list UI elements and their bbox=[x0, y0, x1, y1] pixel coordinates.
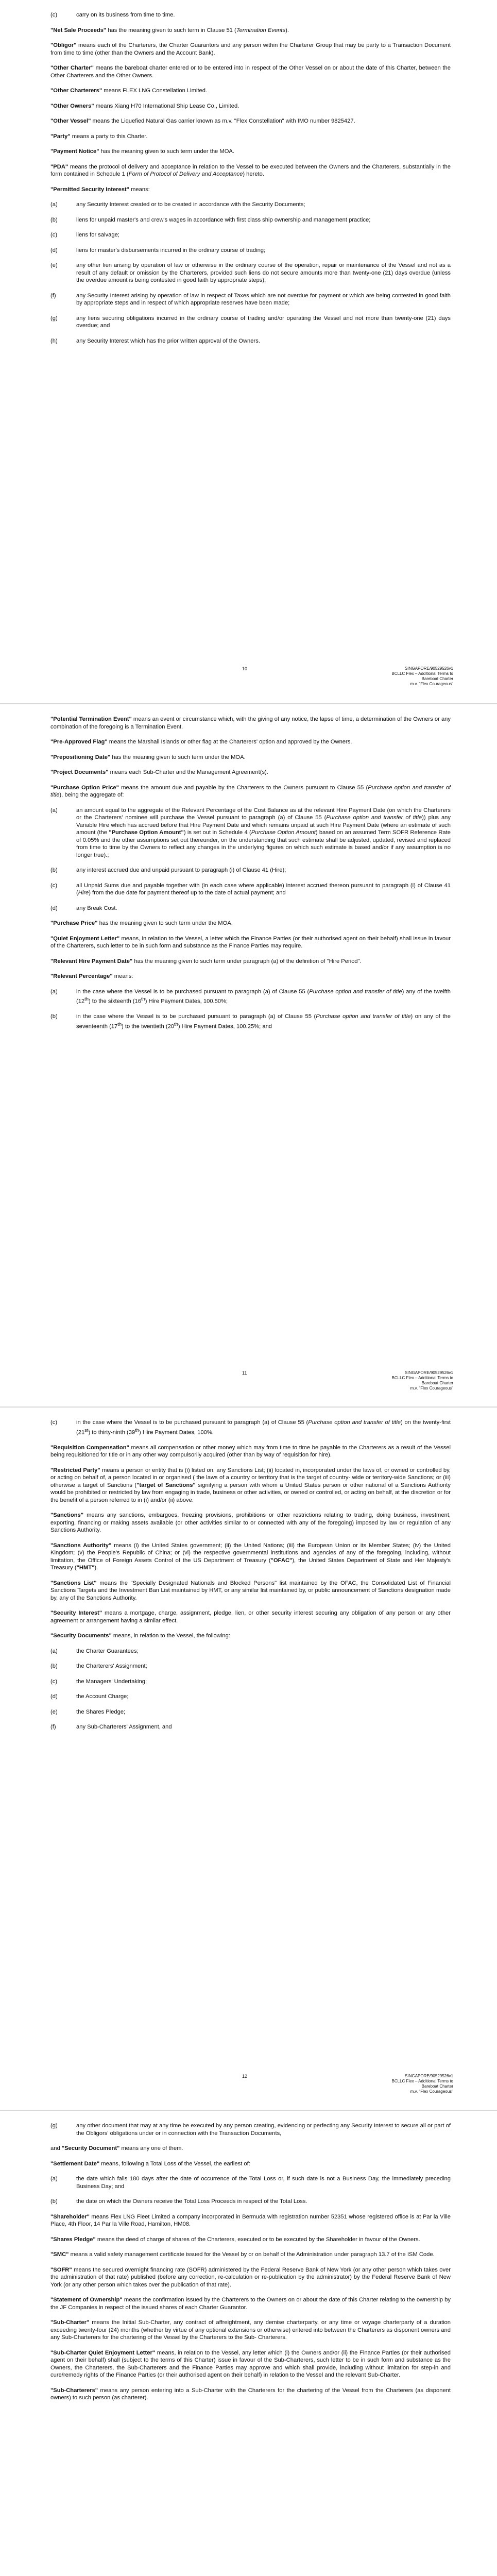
list-item-text: any other document that may at any time be executed by any person creating, evidencing or perfecting any Security Interest to secure all or part of the Obligors' obligations under or in connection with the Transaction Documents, bbox=[76, 2123, 451, 2137]
definition-paragraph: "Security Interest" means a mortgage, charge, assignment, pledge, lien, or other security interest securing any obligation of any person or any other agreement or arrangement having a similar effect. bbox=[50, 1610, 451, 1624]
list-item bbox=[50, 11, 451, 19]
list-item bbox=[50, 201, 451, 209]
list-item bbox=[50, 1693, 451, 1701]
list-item bbox=[50, 1013, 451, 1030]
page-13-content bbox=[50, 2122, 451, 2410]
doc-ref-number: SINGAPORE/90529526v1 bbox=[405, 666, 453, 671]
list-item-text: in the case where the Vessel is to be purchased pursuant to paragraph (a) of Clause 55 (Purchase option and transfer of title) on any of the seventeenth (17th) to the twentieth (20th) Hire Payment Dates, 100.25%; and bbox=[76, 1013, 451, 1030]
list-item bbox=[50, 292, 451, 307]
definition-paragraph: "Shareholder" means Flex LNG Fleet Limited a company incorporated in Bermuda with registration number 52351 whose registered office is at Par la Ville Place, 4th Floor, 14 Par la Ville Road, Hamilton, HM08. bbox=[50, 2213, 451, 2227]
page-12 bbox=[0, 1408, 497, 2110]
doc-ref-number: SINGAPORE/90529526v1 bbox=[405, 2074, 453, 2078]
list-item-text: carry on its business from time to time. bbox=[76, 12, 175, 18]
definition-paragraph: "Statement of Ownership" means the confirmation issued by the Charterers to the Owners on or about the date of this Charter relating to the ownership by the JF Companies in respect of the issued shares of each Charter Guarantor. bbox=[50, 2297, 451, 2311]
list-item-label: (c) bbox=[50, 882, 58, 889]
definition-paragraph: "Sanctions Authority" means (i) the United States government; (ii) the United Nations; (iii) the European Union or its Member States; (iv) the United Kingdom; (v) the People's Republic of China; or (vi) the respective governmental institutions and agencies of any of the foregoing, including, without limitation, the Office of Foreign Assets Control of the US Department of Treasury ("OFAC"), the United States Department of State and Her Majesty's Treasury ("HMT"). bbox=[50, 1542, 451, 1571]
list-item-label: (b) bbox=[50, 1013, 58, 1020]
list-item-text: any Break Cost. bbox=[76, 905, 117, 911]
definition-paragraph: "Potential Termination Event" means an event or circumstance which, with the giving of any notice, the lapse of time, a determination of the Owners or any combination of the foregoing is a Termination Event. bbox=[50, 716, 451, 730]
list-item-text: liens for master's disbursements incurred in the ordinary course of trading; bbox=[76, 247, 266, 253]
list-item-label: (c) bbox=[50, 232, 58, 238]
list-item-text: the Charter Guarantees; bbox=[76, 1648, 139, 1654]
list-item-text: the Account Charge; bbox=[76, 1693, 129, 1700]
page-12-content bbox=[50, 1419, 451, 1739]
definition-paragraph: "Sub-Charterers" means any person entering into a Sub-Charter with the Charterers for the chartering of the Vessel from the Charterers (as disponent owners) to such person (as charterer). bbox=[50, 2387, 451, 2401]
definition-paragraph: "Project Documents" means each Sub-Charter and the Management Agreement(s). bbox=[50, 769, 268, 775]
document-reference bbox=[391, 1370, 453, 1391]
definition-paragraph: "Party" means a party to this Charter. bbox=[50, 133, 148, 140]
document-reference bbox=[391, 2074, 453, 2094]
definition-paragraph: and "Security Document" means any one of them. bbox=[50, 2145, 183, 2151]
list-item-label: (c) bbox=[50, 1678, 58, 1685]
doc-ref-title: BCLLC Flex – Additional Terms to Bareboat Charter bbox=[391, 671, 453, 681]
definition-paragraph: "Purchase Option Price" means the amount due and payable by the Charterers to the Owners pursuant to Clause 55 (Purchase option and transfer of title), being the aggregate of: bbox=[50, 784, 451, 798]
list-item-text: an amount equal to the aggregate of the Relevant Percentage of the Cost Balance as at the relevant Hire Payment Date (on which the Charterers or the Charterers' nominee will purchase the Vessel pursuant to paragraph (a) of Clause 55 (Purchase option and transfer of title)) plus any Variable Hire which has accrued before that Hire Payment Date and which remains unpaid at such Hire Payment Date (where an estimate of such amount (the "Purchase Option Amount") is set out in Schedule 4 (Purchase Option Amount) based on an assumed Term SOFR Reference Rate of 0.05% and the other assumptions set out thereunder, on the understanding that such estimate shall be adjusted, updated, revised and replaced from time to time by the Owners to reflect any changes in the underlying figures on which such estimate is based and/or if any assumption is no longer true).; bbox=[76, 807, 451, 858]
list-item-label: (g) bbox=[50, 2123, 58, 2129]
list-item-label: (b) bbox=[50, 2198, 58, 2205]
page-10 bbox=[0, 0, 497, 703]
list-item-label: (d) bbox=[50, 247, 58, 253]
list-item-text: the date on which the Owners receive the Total Loss Proceeds in respect of the Total Loss. bbox=[76, 2198, 307, 2205]
list-item bbox=[50, 1663, 451, 1670]
list-item-text: any Security Interest arising by operation of law in respect of Taxes which are not overdue for payment or which are being contested in good faith by appropriate steps and in respect of which appropriate reserves have been made; bbox=[76, 292, 451, 306]
definition-paragraph: "Payment Notice" has the meaning given to such term under the MOA. bbox=[50, 148, 234, 155]
list-item-label: (g) bbox=[50, 315, 58, 321]
definition-paragraph: "Pre-Approved Flag" means the Marshall Islands or other flag at the Charterers' option and approved by the Owners. bbox=[50, 739, 352, 745]
definition-paragraph: "Relevant Hire Payment Date" has the meaning given to such term under paragraph (a) of the definition of "Hire Period". bbox=[50, 958, 362, 964]
definition-paragraph: "Settlement Date" means, following a Total Loss of the Vessel, the earliest of: bbox=[50, 2160, 250, 2167]
list-item-text: the Managers' Undertaking; bbox=[76, 1678, 147, 1685]
list-item-label: (a) bbox=[50, 988, 58, 995]
list-item-label: (b) bbox=[50, 1663, 58, 1670]
list-item-label: (h) bbox=[50, 337, 58, 344]
list-item-text: all Unpaid Sums due and payable together with (in each case where applicable) interest accrued thereon pursuant to paragraph (i) of Clause 41 (Hire) from the due date for payment thereof up to the date of actual payment; and bbox=[76, 882, 451, 896]
list-item-text: liens for salvage; bbox=[76, 232, 119, 238]
definition-paragraph: "Requisition Compensation" means all compensation or other money which may from time to time be payable to the Charterers as a result of the Vessel being requisitioned for title or in any other way compulsorily acquired (other than by way of requisition for hire). bbox=[50, 1444, 451, 1459]
list-item bbox=[50, 905, 451, 912]
list-item-label: (a) bbox=[50, 2176, 58, 2182]
page-11 bbox=[0, 704, 497, 1406]
list-item bbox=[50, 337, 451, 345]
list-item-label: (a) bbox=[50, 201, 58, 208]
definition-paragraph: "PDA" means the protocol of delivery and acceptance in relation to the Vessel to be executed between the Owners and the Charterers, substantially in the form contained in Schedule 1 (Form of Protocol of Delivery and Acceptance) hereto. bbox=[50, 163, 451, 177]
list-item bbox=[50, 1419, 451, 1436]
list-item-text: in the case where the Vessel is to be purchased pursuant to paragraph (a) of Clause 55 (Purchase option and transfer of title) any of the twelfth (12th) to the sixteenth (16th) Hire Payment Dates, 100.50%; bbox=[76, 988, 451, 1005]
doc-ref-number: SINGAPORE/90529526v1 bbox=[405, 1370, 453, 1375]
page-11-content bbox=[50, 716, 451, 1038]
definition-paragraph: "SMC" means a valid safety management certificate issued for the Vessel by or on behalf of the Administration under paragraph 13.7 of the ISM Code. bbox=[50, 2251, 435, 2258]
definition-paragraph: "Other Vessel" means the Liquefied Natural Gas carrier known as m.v. "Flex Constellation" with IMO number 9825427. bbox=[50, 118, 355, 124]
list-item-label: (a) bbox=[50, 807, 58, 814]
list-item-text: the Shares Pledge; bbox=[76, 1708, 126, 1715]
list-item-text: any liens securing obligations incurred in the ordinary course of trading and/or operating the Vessel and not more than twenty-one (21) days overdue; and bbox=[76, 315, 451, 329]
list-item-label: (d) bbox=[50, 1693, 58, 1700]
list-item-label: (e) bbox=[50, 1708, 58, 1715]
definition-paragraph: "Purchase Price" has the meaning given to such term under the MOA. bbox=[50, 920, 233, 926]
definition-paragraph: "Shares Pledge" means the deed of charge of shares of the Charterers, executed or to be executed by the Shareholder in favour of the Owners. bbox=[50, 2236, 420, 2243]
list-item bbox=[50, 988, 451, 1006]
list-item-label: (c) bbox=[50, 1419, 58, 1426]
list-item bbox=[50, 1723, 451, 1731]
definition-paragraph: "Security Documents" means, in relation to the Vessel, the following: bbox=[50, 1633, 230, 1639]
list-item bbox=[50, 2175, 451, 2190]
list-item-text: the Charterers' Assignment; bbox=[76, 1663, 147, 1670]
definition-paragraph: "SOFR" means the secured overnight financing rate (SOFR) administered by the Federal Reserve Bank of New York (or any other person which takes over the administration of that rate) published (before any correction, re-calculation or re-publication by the administrator) by the Federal Reserve Bank of New York (or any other person which takes over the publication of that rate). bbox=[50, 2266, 451, 2288]
definition-paragraph: "Sub-Charter" means the Initial Sub-Charter, any contract of affreightment, any demise charterparty, or any time or voyage charterparty of a duration exceeding twenty-four (24) months (whether by virtue of any optional extensions or otherwise) entered into between the Charterers as disponent owners and any Sub-Charterers for the chartering of the Vessel by the Charterers to the Sub- Charterers. bbox=[50, 2319, 451, 2341]
doc-ref-title: BCLLC Flex – Additional Terms to Bareboat Charter bbox=[391, 2079, 453, 2089]
page-13 bbox=[0, 2111, 497, 2576]
definition-paragraph: "Restricted Party" means a person or entity that is (i) listed on, any Sanctions List; (ii) located in, incorporated under the laws of, or owned or controlled by, or acting on behalf of, a person located in or organised ( the laws of a country or territory that is the target of country- wide or territory-wide Sanctions; or (iii) otherwise a target of Sanctions ("target of Sanctions" signifying a person with whom a United States person or other national of a Sanctions Authority would be prohibited or restricted by law from engaging in trade, business or other activities, or owned or controlled, or acting on behalf, at the discretion or for the benefit of a person referred to in (i) and/or (ii) above. bbox=[50, 1467, 451, 1503]
definition-paragraph: "Other Charterers" means FLEX LNG Constellation Limited. bbox=[50, 88, 208, 94]
list-item bbox=[50, 262, 451, 284]
list-item-text: any Security Interest created or to be created in accordance with the Security Documents; bbox=[76, 201, 305, 208]
list-item-label: (d) bbox=[50, 905, 58, 911]
list-item bbox=[50, 1648, 451, 1655]
definition-paragraph: "Other Charter" means the bareboat charter entered or to be entered into in respect of the Other Vessel on or about the date of this Charter, between the Other Charterers and the Other Owners. bbox=[50, 65, 451, 79]
list-item bbox=[50, 1708, 451, 1716]
definition-paragraph: "Quiet Enjoyment Letter" means, in relation to the Vessel, a letter which the Finance Parties (or their authorised agent on their behalf) shall issue in favour of the Charterers, such letter to be in such form and substance as the Finance Parties may require. bbox=[50, 935, 451, 949]
doc-ref-vessel: m.v. "Flex Courageous" bbox=[410, 2089, 453, 2094]
definition-paragraph: "Prepositioning Date" has the meaning given to such term under the MOA. bbox=[50, 754, 246, 760]
list-item bbox=[50, 882, 451, 897]
list-item bbox=[50, 807, 451, 859]
list-item-text: any Sub-Charterers' Assignment, and bbox=[76, 1724, 172, 1731]
list-item bbox=[50, 315, 451, 330]
list-item bbox=[50, 231, 451, 239]
list-item-label: (f) bbox=[50, 1724, 56, 1731]
definition-paragraph: "Obligor" means each of the Charterers, the Charter Guarantors and any person within the Charterer Group that may be party to a Transaction Document from time to time (other than the Owners and the Account Bank). bbox=[50, 42, 451, 56]
doc-ref-vessel: m.v. "Flex Courageous" bbox=[410, 1386, 453, 1391]
list-item-text: liens for unpaid master's and crew's wages in accordance with first class ship ownership and management practice; bbox=[76, 216, 371, 223]
list-item-label: (b) bbox=[50, 216, 58, 223]
definition-paragraph: "Other Owners" means Xiang H70 International Ship Lease Co., Limited. bbox=[50, 103, 239, 109]
list-item-label: (a) bbox=[50, 1648, 58, 1654]
list-item-text: any interest accrued due and unpaid pursuant to paragraph (i) of Clause 41 (Hire); bbox=[76, 867, 286, 873]
definition-paragraph: "Relevant Percentage" means: bbox=[50, 973, 133, 979]
list-item-text: any Security Interest which has the prior written approval of the Owners. bbox=[76, 337, 260, 344]
list-item bbox=[50, 2122, 451, 2137]
list-item-text: in the case where the Vessel is to be purchased pursuant to paragraph (a) of Clause 55 (Purchase option and transfer of title) on the twenty-first (21st) to thirty-ninth (39th) Hire Payment Dates, 100%. bbox=[76, 1419, 451, 1436]
list-item-label: (e) bbox=[50, 262, 58, 268]
list-item-label: (f) bbox=[50, 292, 56, 299]
definition-paragraph: "Permitted Security Interest" means: bbox=[50, 186, 150, 193]
page-number: 10 bbox=[242, 666, 248, 671]
definition-paragraph: "Sub-Charter Quiet Enjoyment Letter" means, in relation to the Vessel, any letter which (i) the Owners and/or (ii) the Finance Parties (or their authorised agent on their behalf) shall (subject to the terms of this Charter) issue in favour of the Sub-Charterers, such letter to be in such form and substance as the Owners, the Charterers, the Sub-Charterers and the Finance Parties may approve and which shall provide, including without limitation for step-in and cure/remedy rights of the Finance Parties (or their authorised agent on their behalf) in relation to the Vessel and the relevant Sub-Charter. bbox=[50, 2349, 451, 2378]
doc-ref-vessel: m.v. "Flex Courageous" bbox=[410, 682, 453, 686]
list-item bbox=[50, 1678, 451, 1686]
list-item bbox=[50, 2198, 451, 2206]
page-footer bbox=[0, 666, 497, 686]
list-item-text: any other lien arising by operation of law or otherwise in the ordinary course of the operation, repair or maintenance of the Vessel and not as a result of any default or omission by the Charterers, provided such liens do not secure amounts more than twenty-one (21) days overdue (unless the overdue amount is being contested in good faith by appropriate steps); bbox=[76, 262, 451, 283]
page-footer bbox=[0, 1370, 497, 1391]
doc-ref-title: BCLLC Flex – Additional Terms to Bareboat Charter bbox=[391, 1376, 453, 1385]
page-number: 12 bbox=[242, 2074, 248, 2079]
list-item-label: (c) bbox=[50, 12, 58, 18]
definition-paragraph: "Net Sale Proceeds" has the meaning given to such term in Clause 51 (Termination Events). bbox=[50, 27, 289, 33]
definition-paragraph: "Sanctions List" means the "Specially Designated Nationals and Blocked Persons" list maintained by the OFAC, the Consolidated List of Financial Sanctions Targets and the Investment Ban List maintained by HMT, or any similar list maintained by, or public announcement of Sanctions designation made by, any of the Sanctions Authority. bbox=[50, 1580, 451, 1601]
page-number: 11 bbox=[242, 1370, 247, 1376]
page-footer bbox=[0, 2074, 497, 2094]
definition-paragraph: "Sanctions" means any sanctions, embargoes, freezing provisions, prohibitions or other restrictions relating to trading, doing business, investment, exporting, financing or making assets available (or other activities similar to or connected with any of the foregoing) imposed by law or regulation of any Sanctions Authority. bbox=[50, 1512, 451, 1534]
list-item-text: the date which falls 180 days after the date of occurrence of the Total Loss or, if such date is not a Business Day, the immediately preceding Business Day; and bbox=[76, 2176, 451, 2190]
list-item bbox=[50, 247, 451, 255]
list-item bbox=[50, 867, 451, 874]
list-item-label: (b) bbox=[50, 867, 58, 873]
document-reference bbox=[391, 666, 453, 687]
page-10-content bbox=[50, 11, 451, 352]
list-item bbox=[50, 216, 451, 224]
